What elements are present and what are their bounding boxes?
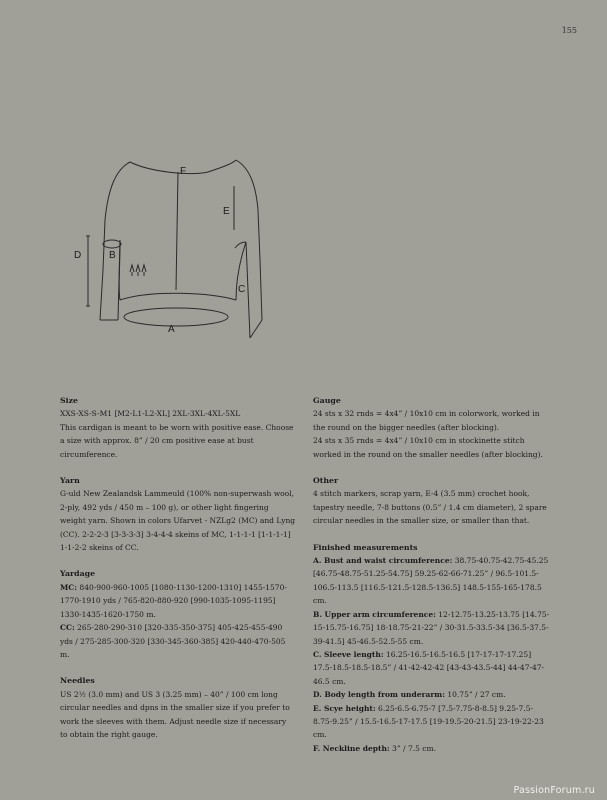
page-number: 155	[561, 26, 577, 35]
needles-section	[60, 674, 296, 741]
label-f: F	[180, 166, 187, 177]
measurement-d	[313, 688, 551, 701]
size-title: Size	[60, 396, 78, 405]
measurement-f	[313, 742, 551, 755]
label-b: B	[109, 250, 116, 261]
measurement-c-label: C. Sleeve length:	[313, 649, 384, 659]
measurement-f-label: F. Neckline depth:	[313, 743, 390, 753]
measurement-a-label: A. Bust and waist circumference:	[313, 556, 453, 566]
label-a: A	[168, 324, 175, 335]
right-column	[313, 394, 551, 768]
yarn-title: Yarn	[60, 476, 80, 486]
measurement-b-text: 12-12.75-13.25-13.75 [14.75-15-15.75-16.75] 18-18.75-21-22” / 30-31.5-33.5-34 [36.5-37.5-39-41.5] 45-46.5-52.5-55 cm.	[313, 609, 550, 646]
size-line: XXS-XS-S-M1 [M2-L1-L2-XL] 2XL-3XL-4XL-5XL	[60, 409, 241, 419]
other-section	[313, 474, 551, 528]
other-title: Other	[313, 476, 339, 486]
measurement-b	[313, 608, 551, 648]
measurement-c-text: 16.25-16.5-16.5-16.5 [17-17-17-17.25] 17.5-18.5-18.5-18.5” / 41-42-42-42 [43-43-43.5-44] 44-47-47-46.5 cm.	[313, 649, 545, 686]
yardage-mc	[60, 581, 296, 621]
gauge-title: Gauge	[313, 396, 341, 405]
measurement-e	[313, 702, 551, 742]
size-section	[60, 394, 296, 461]
yarn-text: G-uld New Zealandsk Lammeuld (100% non-superwash wool, 2-ply, 492 yds / 450 m – 100 g), or other light fingering weight yarn. Shown in colors Ufarvet - NZLg2 (MC) and Lyng (CC). 2-2-2-3 [3-3-3-3] 3-4-4-4 skeins of MC, 1-1-1-1 [1-1-1-1] 1-1-2-2 skeins of CC.	[60, 489, 296, 553]
label-c: C	[238, 284, 246, 295]
size-text: This cardigan is meant to be worn with positive ease. Choose a size with approx. 8” / 20 cm positive ease at bust circumference.	[60, 422, 294, 459]
gauge-text-1: 24 sts x 32 rnds = 4x4” / 10x10 cm in colorwork, worked in the round on the bigger needles (after blocking).	[313, 409, 540, 432]
cc-text: 265-280-290-310 [320-335-350-375] 405-425-455-490 yds / 275-285-300-320 [330-345-360-385] 420-440-470-505 m.	[60, 623, 286, 659]
measurement-b-label: B. Upper arm circumference:	[313, 609, 436, 619]
finished-title: Finished measurements	[313, 542, 418, 552]
mc-text: 840-900-960-1005 [1080-1130-1200-1310] 1455-1570-1770-1910 yds / 765-820-880-920 [990-1035-1095-1195] 1330-1435-1620-1750 m.	[60, 582, 287, 619]
measurement-a	[313, 554, 551, 608]
needles-text: US 2½ (3.0 mm) and US 3 (3.25 mm) – 40” / 100 cm long circular needles and dpns in the smaller size if you prefer to work the sleeves with them. Adjust needle size if necessary to obtain the right gauge.	[60, 689, 290, 739]
watermark: PassionForum.ru	[513, 785, 595, 796]
measurement-d-text: 10.75” / 27 cm.	[444, 690, 506, 700]
cardigan-schematic	[60, 120, 330, 360]
measurement-d-label: D. Body length from underarm:	[313, 690, 445, 700]
measurement-e-label: E. Scye height:	[313, 703, 376, 713]
cc-label: CC:	[60, 623, 75, 633]
mc-label: MC:	[60, 582, 78, 592]
yardage-cc	[60, 621, 296, 661]
label-e: E	[223, 206, 230, 217]
gauge-section	[313, 394, 551, 461]
yardage-title: Yardage	[60, 569, 96, 579]
measurement-f-text: 3” / 7.5 cm.	[389, 743, 436, 753]
other-text: 4 stitch markers, scrap yarn, E-4 (3.5 mm) crochet hook, tapestry needle, 7-8 buttons (0.5” / 1.4 cm diameter), 2 spare circular needles in the smaller size, or smaller than that.	[313, 489, 547, 526]
gauge-text-2: 24 sts x 35 rnds = 4x4” / 10x10 cm in stockinette stitch worked in the round on the smaller needles (after blocking).	[313, 436, 543, 459]
yardage-section	[60, 567, 296, 661]
yarn-section	[60, 474, 296, 554]
measurement-c	[313, 648, 551, 688]
finished-section	[313, 541, 551, 756]
measurement-a-text: 38.75-40.75-42.75-45.25 [46.75-48.75-51.25-54.75] 59.25-62-66-71.25” / 96.5-101.5-106.5-113.5 [116.5-121.5-128.5-136.5] 148.5-155-165-178.5 cm.	[313, 556, 549, 606]
needles-title: Needles	[60, 676, 95, 686]
left-column	[60, 394, 296, 754]
label-d: D	[74, 250, 82, 261]
measurement-e-text: 6.25-6.5-6.75-7 [7.5-7.75-8-8.5] 9.25-7.5-8.75-9.25” / 15.5-16.5-17-17.5 [19-19.5-20-21.5] 23-19-22-23 cm.	[313, 703, 544, 740]
